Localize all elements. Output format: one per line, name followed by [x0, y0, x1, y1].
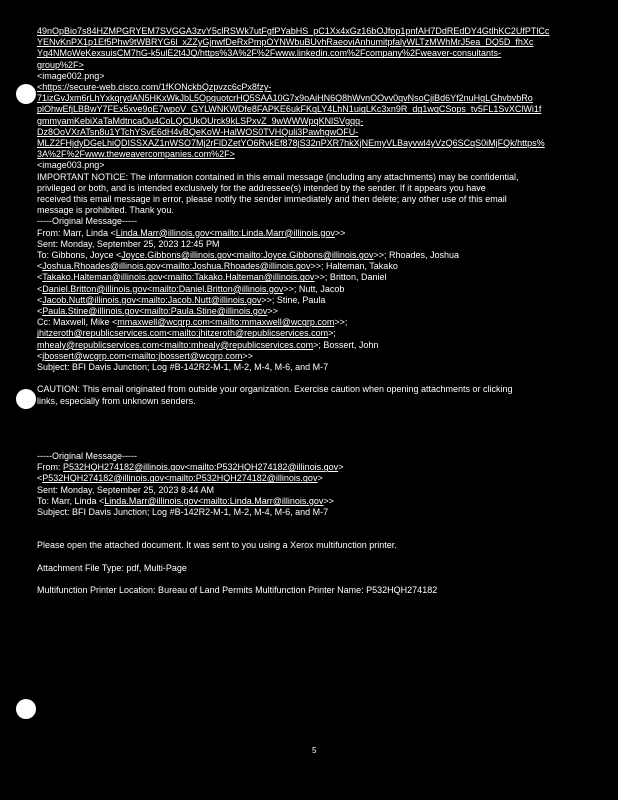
email-link[interactable]: Daniel.Britton@illinois.gov<mailto:Daniel.Britton@illinois.gov	[42, 283, 284, 294]
signature-and-notice-block	[37, 26, 612, 216]
message-header-line	[37, 507, 612, 518]
email-link[interactable]: P532HQH274182@illinois.gov<mailto:P532HQH274182@illinois.gov	[63, 462, 339, 473]
text-segment: <	[37, 473, 43, 484]
message-header-line	[37, 306, 612, 317]
open-document-text: Please open the attached document. It was sent to you using a Xerox multifunction printer.	[37, 540, 397, 551]
text-line: <image003.png>	[37, 160, 105, 171]
url-link[interactable]: Yg4NMoWeKexsuisCM7hG-k5ulE2t4JQ/https%3A%2F%2Fwww.linkedin.com%2Fcompany%2Fweaver-consultants-	[37, 48, 502, 59]
attachment-type-text: Attachment File Type: pdf, Multi-Page	[37, 562, 187, 573]
message-header-line	[37, 340, 612, 351]
text-segment: >; Bossert, John	[313, 339, 379, 350]
email-link[interactable]: Linda.Marr@illinois.gov<mailto:Linda.Marr@illinois.gov	[104, 495, 324, 506]
punch-hole-icon	[16, 84, 36, 104]
message-header-line	[37, 462, 612, 473]
text-line: message is prohibited. Thank you.	[37, 205, 174, 216]
email-link[interactable]: Linda.Marr@illinois.gov<mailto:Linda.Marr@illinois.gov	[115, 227, 335, 238]
message-header-line	[37, 473, 612, 484]
text-segment: >>; Nutt, Jacob	[283, 283, 345, 294]
text-line: <image002.png>	[37, 70, 105, 81]
text-segment: >;	[328, 328, 336, 339]
text-segment: >>	[323, 495, 334, 506]
email-document	[37, 26, 612, 596]
text-segment: >	[317, 473, 323, 484]
message-header-line	[37, 261, 612, 272]
text-segment: >>; Britton, Daniel	[314, 272, 387, 283]
email-link[interactable]: Paula.Stine@illinois.gov<mailto:Paula.Stine@illinois.gov	[42, 306, 268, 317]
email-link[interactable]: jbossert@wcgrp.com<mailto:jbossert@wcgrp.com	[42, 350, 243, 361]
text-segment: To: Gibbons, Joyce <	[37, 250, 122, 261]
text-segment: <	[37, 294, 43, 305]
text-segment: <	[37, 350, 43, 361]
text-line: privileged or both, and is intended exclusively for the addressee(s) intended by the sender. If it appears you have	[37, 182, 486, 193]
text-segment: >>; Rhoades, Joshua	[373, 250, 459, 261]
url-link[interactable]: YENvKnPX1p1Ef5Phw9tWBRYG6l_xZZyGjnwfDeRxPmpOYNWbuBUvhRaeoviAnhumitpfalyWLTzMWhMrJ5ea_DQ5D_fhXc	[37, 37, 534, 48]
printer-location-text: Multifunction Printer Location: Bureau of Land Permits Multifunction Printer Name: P532HQH274182	[37, 585, 438, 596]
text-segment: <	[37, 283, 43, 294]
email-link[interactable]: mhealy@republicservices.com<mailto:mhealy@republicservices.com	[37, 339, 314, 350]
message-header-line	[37, 228, 612, 239]
email-link[interactable]: Jacob.Nutt@illinois.gov<mailto:Jacob.Nutt@illinois.gov	[42, 294, 262, 305]
email-link[interactable]: P532HQH274182@illinois.gov<mailto:P532HQH274182@illinois.gov	[42, 473, 318, 484]
message-header-line	[37, 362, 612, 373]
message-header-line	[37, 351, 612, 362]
text-segment: Cc: Maxwell, Mike <	[37, 317, 118, 328]
message-header-line	[37, 272, 612, 283]
email-link[interactable]: Takako.Halteman@illinois.gov<mailto:Takako.Halteman@illinois.gov	[42, 272, 315, 283]
text-segment: >	[338, 462, 344, 473]
message-header-line	[37, 485, 612, 496]
url-link[interactable]: 49nOpBio7s84HZMPGRYEM7SVGGA3zvY5clRSWk7utFgfPYabHS_pC1Xx4xGz16bOJfop1pnfAH7DdREdDY4GtlhKC2UfPTlCc	[37, 26, 550, 36]
text-segment: >>	[242, 350, 253, 361]
text-segment: -----Original Message-----	[37, 216, 138, 227]
email-link[interactable]: Joyce.Gibbons@illinois.gov<mailto:Joyce.Gibbons@illinois.gov	[121, 250, 374, 261]
text-segment: >>	[334, 227, 346, 238]
url-link[interactable]: <https://secure-web.cisco.com/1fKONckbQzpvzc6cPx8fzy-	[37, 82, 272, 93]
url-link[interactable]: 3A%2F%2Fwww.theweavercompanies.com%2F>	[37, 149, 235, 160]
text-segment: Sent: Monday, September 25, 2023 12:45 PM	[37, 238, 220, 249]
message-header-line	[37, 239, 612, 250]
url-link[interactable]: 71izGvJxm6rLhYxkqrydAN5HKxWkJbL5OpguotcrHQ5SAA10G7x9oAiHN6Q8hWvnOOvv0qvNsoCjiBd6Yf2nuHgLGhvbvbRo	[37, 93, 533, 104]
text-segment: From:	[37, 462, 63, 473]
email-link[interactable]: jhitzeroth@republicservices.com<mailto:jhitzeroth@republicservices.com	[37, 328, 329, 339]
caution-line: links, especially from unknown senders.	[37, 395, 196, 406]
message-header-line	[37, 216, 612, 227]
original-message-1	[37, 216, 612, 373]
message-header-line	[37, 250, 612, 261]
text-segment: >>	[267, 306, 278, 317]
text-line: received this email message in error, please notify the sender immediately and then delete; any other use of this email	[37, 194, 507, 205]
message-header-line	[37, 496, 612, 507]
punch-hole-icon	[16, 699, 36, 719]
url-link[interactable]: Dz8OoVXrATsn8u1YTchYSvE6dH4vBQeKoW-HalWOS0TVHQuli3PawhgwOFU-	[37, 126, 359, 137]
message-header-line	[37, 451, 612, 462]
page-number: 5	[312, 746, 317, 755]
url-link[interactable]: MLZ2FHjdyDGeLhiQDISSXAZ1nWSO7Mj2rFlDZetYO6RvkEf878jS32nPXR7hkXjNEmyVLBayvwl4yVzQ6SCqS0iMjFQk/https%	[37, 138, 545, 149]
caution-notice	[37, 384, 612, 406]
text-line: IMPORTANT NOTICE: The information contained in this email message (including any attachments) may be confidential,	[37, 171, 519, 182]
email-link[interactable]: Joshua.Rhoades@illinois.gov<mailto:Joshua.Rhoades@illinois.gov	[42, 261, 311, 272]
punch-hole-icon	[16, 389, 36, 409]
message-header-line	[37, 284, 612, 295]
text-segment: To: Marr, Linda <	[37, 495, 105, 506]
text-segment: >>; Halteman, Takako	[310, 261, 398, 272]
email-link[interactable]: mmaxwell@wcgrp.com<mailto:mmaxwell@wcgrp.com	[117, 317, 335, 328]
message-header-line	[37, 295, 612, 306]
text-segment: Sent: Monday, September 25, 2023 8:44 AM	[37, 484, 214, 495]
message-header-line	[37, 328, 612, 339]
text-segment: >>; Stine, Paula	[261, 294, 326, 305]
text-segment: Subject: BFI Davis Junction; Log #B-142R2-M-1, M-2, M-4, M-6, and M-7	[37, 507, 329, 518]
url-link[interactable]: plOhwEfjLBBwY7FEx5xve9oE7wpoV_GYLWNKWDfe8FAPKE6ukFKqLY4LhN1uigLKc3xn9R_dg1wqCSops_tv5FL1SvXClWi1f	[37, 104, 542, 115]
text-segment: Subject: BFI Davis Junction; Log #B-142R2-M-1, M-2, M-4, M-6, and M-7	[37, 362, 329, 373]
message-header-line	[37, 317, 612, 328]
text-segment: >>;	[334, 317, 348, 328]
caution-line: CAUTION: This email originated from outside your organization. Exercise caution when opening attachments or clicking	[37, 384, 513, 395]
text-segment: <	[37, 261, 43, 272]
url-link[interactable]: gmmyamKebiXaTaMdtncaOu4CoLQCUkOUrck9kLSPxvZ_9wWWWpqKNlSVgqq-	[37, 115, 364, 126]
original-message-2	[37, 451, 612, 518]
url-link[interactable]: group%2F>	[37, 59, 84, 70]
text-segment: -----Original Message-----	[37, 451, 138, 462]
text-segment: <	[37, 306, 43, 317]
text-segment: From: Marr, Linda <	[37, 227, 116, 238]
text-segment: <	[37, 272, 43, 283]
